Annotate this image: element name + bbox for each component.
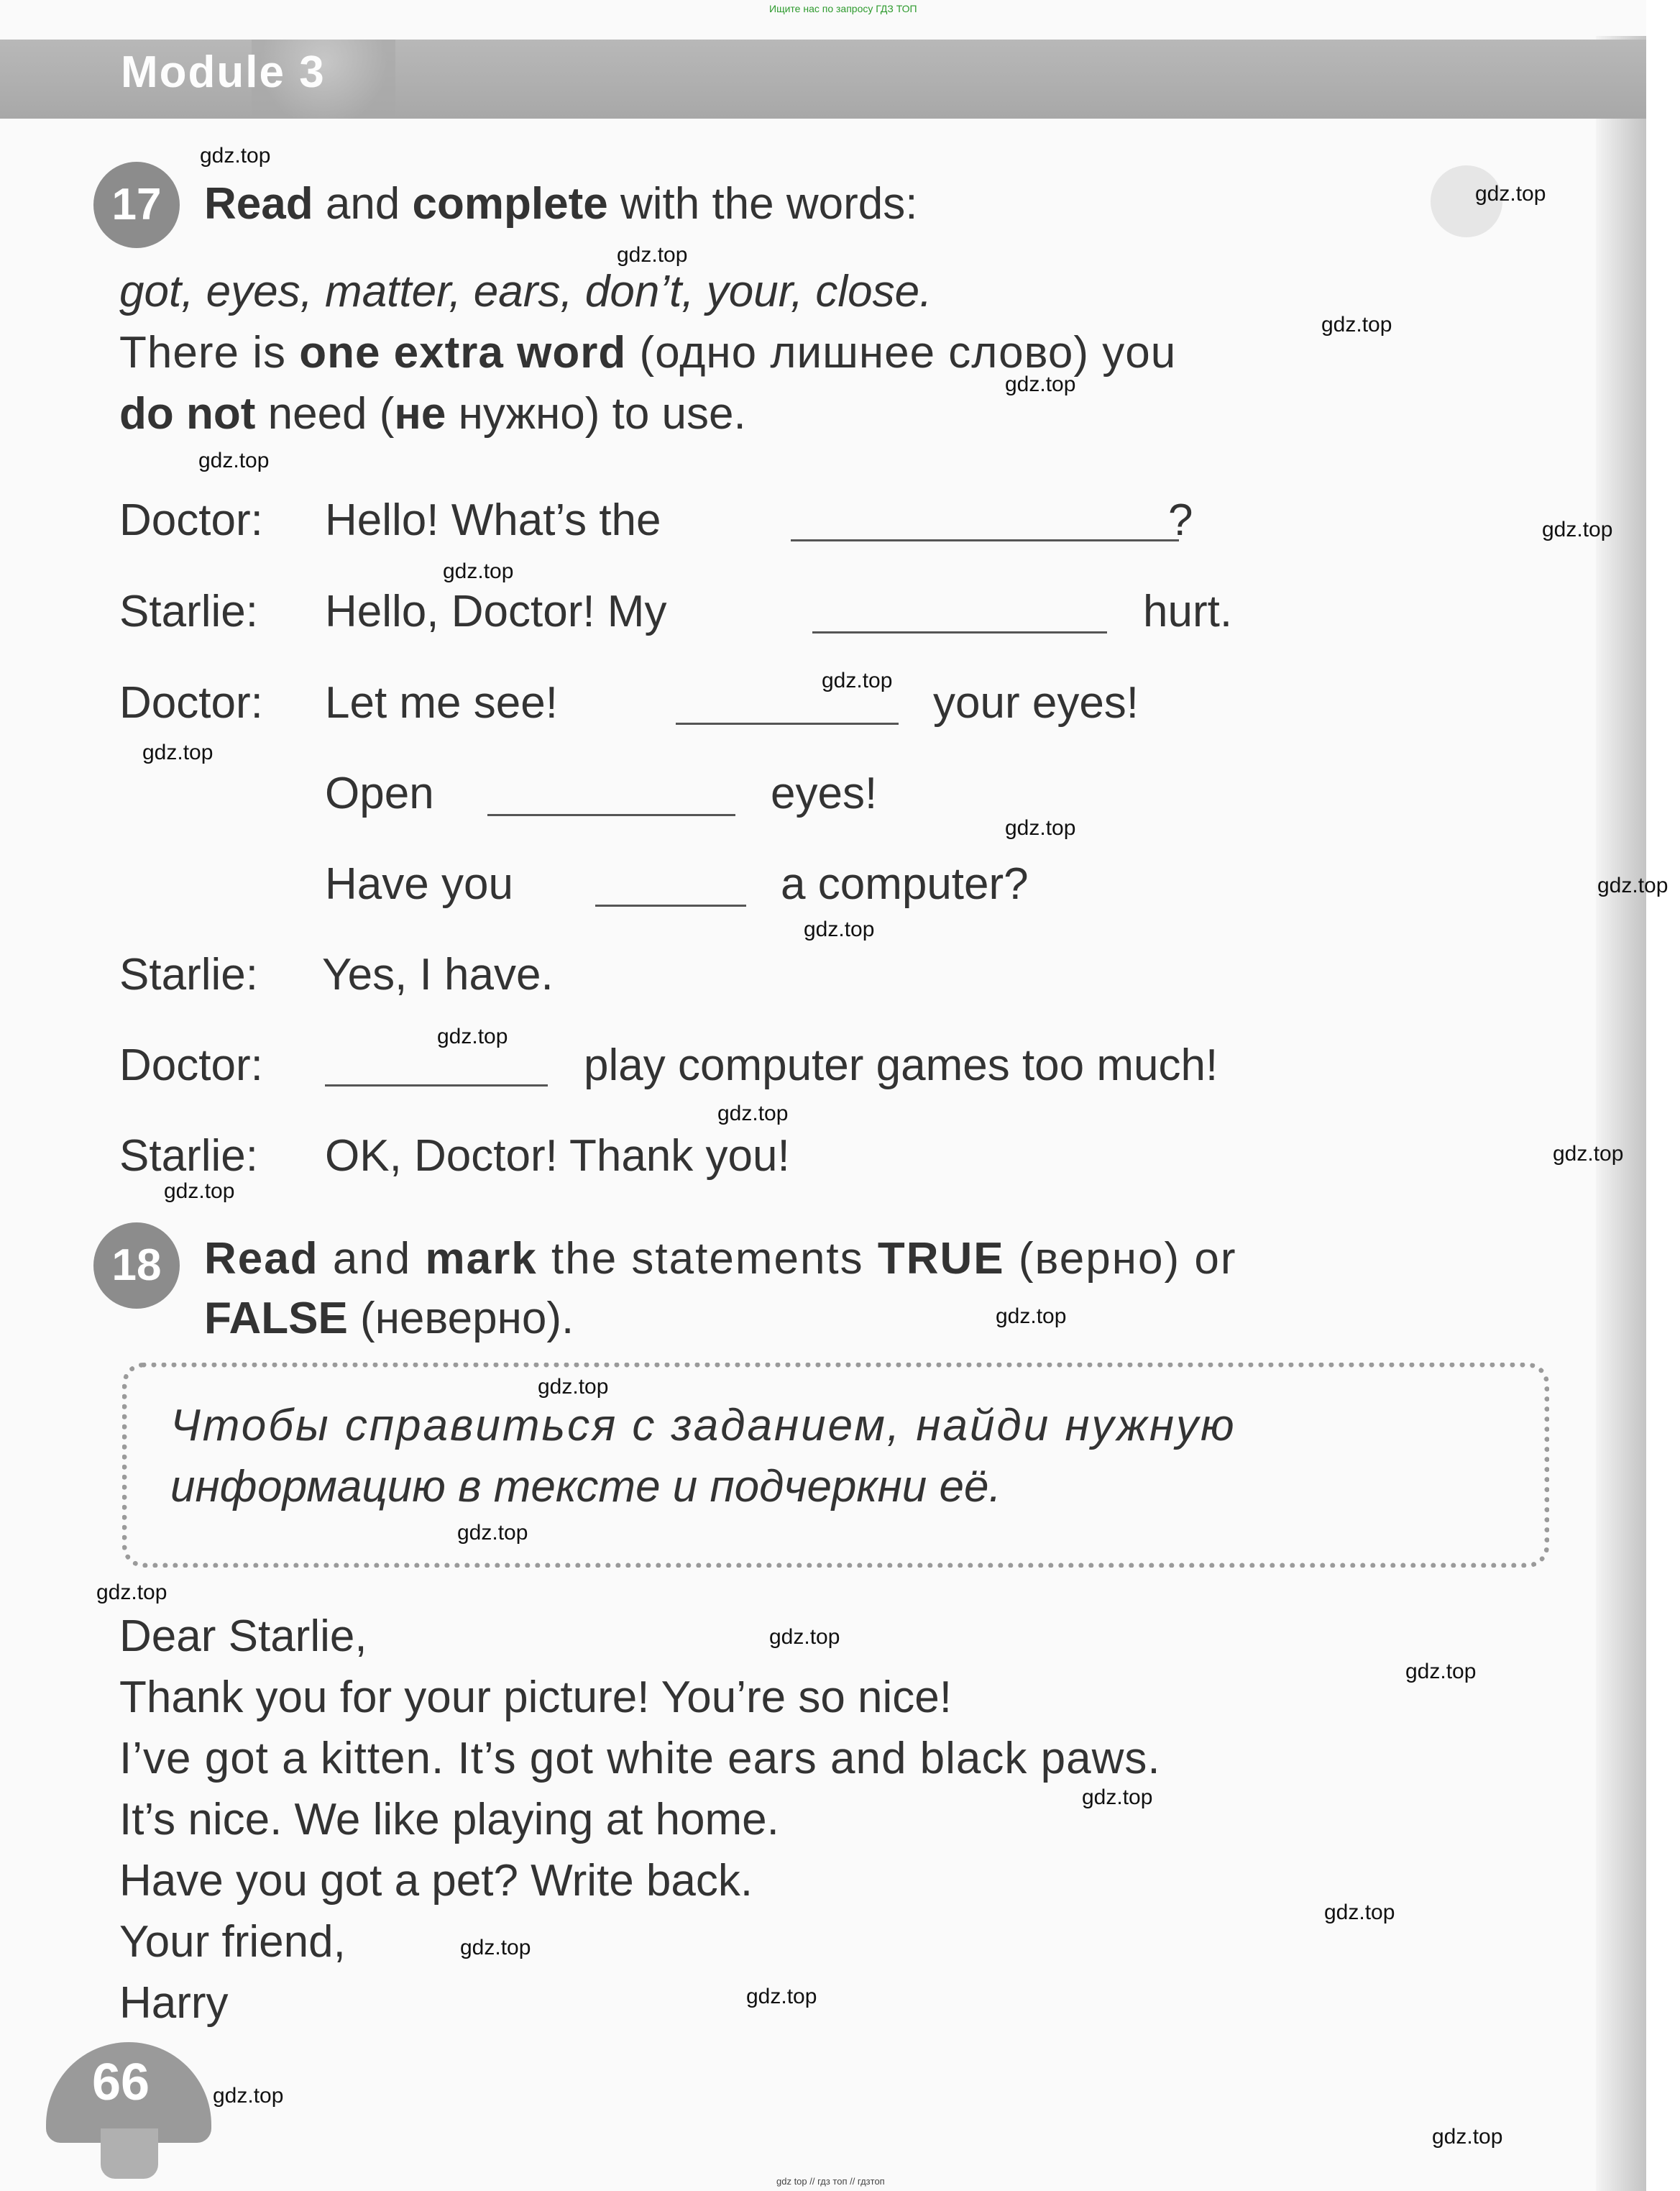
watermark: gdz.top	[717, 1102, 789, 1125]
speaker-label: Doctor:	[119, 1040, 263, 1090]
mushroom-stem	[101, 2128, 158, 2179]
ne-bold: не	[394, 389, 446, 439]
instr-read: Read	[204, 179, 313, 229]
watermark: gdz.top	[198, 449, 270, 472]
exercise-18-instruction-line1	[204, 1233, 1236, 1284]
extra-note-bold: one extra word	[299, 328, 627, 378]
letter-line[interactable]: Your friend,	[119, 1917, 346, 1967]
watermark: gdz.top	[769, 1625, 840, 1649]
dialogue-text: eyes!	[771, 769, 878, 818]
watermark: gdz.top	[164, 1179, 235, 1203]
watermark: gdz.top	[1005, 816, 1076, 840]
watermark: gdz.top	[538, 1375, 609, 1399]
watermark: gdz.top	[1542, 518, 1613, 541]
dialogue-text: Open	[325, 769, 434, 818]
watermark: gdz.top	[1405, 1660, 1477, 1683]
tip-line-2: информацию в тексте и подчеркни её.	[170, 1462, 1001, 1511]
watermark: gdz.top	[460, 1936, 531, 1959]
watermark: gdz.top	[1432, 2125, 1503, 2149]
extra-note-part2: (одно лишнее слово) you	[639, 328, 1177, 378]
exercise-17-instruction	[204, 178, 917, 229]
speaker-label: Starlie:	[119, 950, 258, 1000]
watermark: gdz.top	[804, 918, 875, 941]
instr-mid: the statements	[551, 1234, 864, 1284]
do-not-need: need (	[267, 389, 395, 439]
exercise-18-number: 18	[93, 1222, 180, 1309]
watermark: gdz.top	[200, 144, 271, 168]
letter-line[interactable]: Harry	[119, 1978, 229, 2028]
letter-line[interactable]: Dear Starlie,	[119, 1611, 367, 1661]
speaker-label: Doctor:	[119, 678, 263, 728]
tip-line-1: Чтобы справиться с заданием, найди нужную	[170, 1401, 1236, 1450]
watermark: gdz.top	[1005, 372, 1076, 396]
answer-blank[interactable]	[676, 723, 899, 725]
dialogue-text: a computer?	[781, 859, 1029, 909]
answer-blank[interactable]	[325, 1084, 548, 1087]
watermark: gdz.top	[443, 559, 514, 583]
site-top-note: Ищите нас по запросу ГДЗ ТОП	[769, 3, 917, 14]
module-title: Module 3	[121, 47, 326, 97]
exercise-17-number: 17	[93, 162, 180, 248]
watermark: gdz.top	[213, 2084, 284, 2108]
watermark: gdz.top	[1324, 1900, 1395, 1924]
answer-blank[interactable]	[812, 631, 1107, 633]
watermark: gdz.top	[437, 1025, 508, 1048]
letter-line[interactable]: Thank you for your picture! You’re so nice!	[119, 1673, 952, 1722]
watermark: gdz.top	[746, 1985, 817, 2008]
instr-false: FALSE	[204, 1294, 348, 1343]
tip-box	[122, 1363, 1549, 1568]
speaker-label: Doctor:	[119, 495, 263, 545]
dialogue-text: Let me see!	[325, 678, 558, 728]
word-bank: got, eyes, matter, ears, don’t, your, close.	[119, 267, 932, 316]
do-not-end: нужно) to use.	[458, 389, 746, 439]
dialogue-text: Hello, Doctor! My	[325, 587, 667, 636]
instr-false-ru: (неверно).	[360, 1294, 574, 1343]
watermark: gdz.top	[1597, 874, 1668, 897]
instr-read: Read	[204, 1234, 319, 1284]
dialogue-text: Yes, I have.	[322, 950, 554, 1000]
extra-word-note	[119, 327, 1176, 378]
instr-and: and	[332, 1234, 412, 1284]
speaker-label: Starlie:	[119, 587, 258, 636]
do-not-bold: do not	[119, 389, 256, 439]
dialogue-text: play computer games too much!	[584, 1040, 1218, 1090]
watermark: gdz.top	[996, 1304, 1067, 1328]
watermark: gdz.top	[617, 243, 688, 267]
instr-true-ru: (верно) or	[1018, 1234, 1237, 1284]
answer-blank[interactable]	[487, 814, 735, 816]
dialogue-text: hurt.	[1143, 587, 1233, 636]
watermark: gdz.top	[142, 741, 214, 764]
instr-true: TRUE	[877, 1234, 1005, 1284]
page-edge-shadow	[1596, 36, 1646, 2191]
dialogue-text: Hello! What’s the	[325, 495, 661, 545]
watermark: gdz.top	[822, 669, 893, 692]
do-not-note	[119, 388, 746, 439]
answer-blank[interactable]	[791, 539, 1179, 541]
watermark: gdz.top	[1321, 313, 1392, 337]
site-bottom-note: gdz top // гдз топ // гдзтоп	[776, 2176, 885, 2187]
exercise-18-instruction-line2	[204, 1293, 574, 1344]
speaker-label: Starlie:	[119, 1131, 258, 1181]
letter-line[interactable]: Have you got a pet? Write back.	[119, 1856, 753, 1906]
watermark: gdz.top	[1553, 1142, 1624, 1166]
extra-note-part1: There is	[119, 328, 286, 378]
page-number: 66	[92, 2054, 150, 2111]
watermark: gdz.top	[96, 1581, 167, 1604]
dialogue-text: Have you	[325, 859, 513, 909]
watermark: gdz.top	[1082, 1785, 1153, 1809]
instr-rest: with the words:	[620, 179, 918, 229]
letter-line[interactable]: It’s nice. We like playing at home.	[119, 1795, 779, 1844]
instr-complete: complete	[412, 179, 608, 229]
module-header	[0, 40, 1646, 119]
answer-blank[interactable]	[595, 905, 746, 907]
dialogue-text: ?	[1168, 495, 1193, 545]
instr-and: and	[325, 179, 400, 229]
watermark: gdz.top	[457, 1521, 528, 1545]
dialogue-text: your eyes!	[933, 678, 1139, 728]
dialogue-text: OK, Doctor! Thank you!	[325, 1131, 790, 1181]
watermark: gdz.top	[1475, 182, 1546, 206]
letter-line[interactable]: I’ve got a kitten. It’s got white ears and black paws.	[119, 1734, 1161, 1783]
instr-mark: mark	[425, 1234, 538, 1284]
